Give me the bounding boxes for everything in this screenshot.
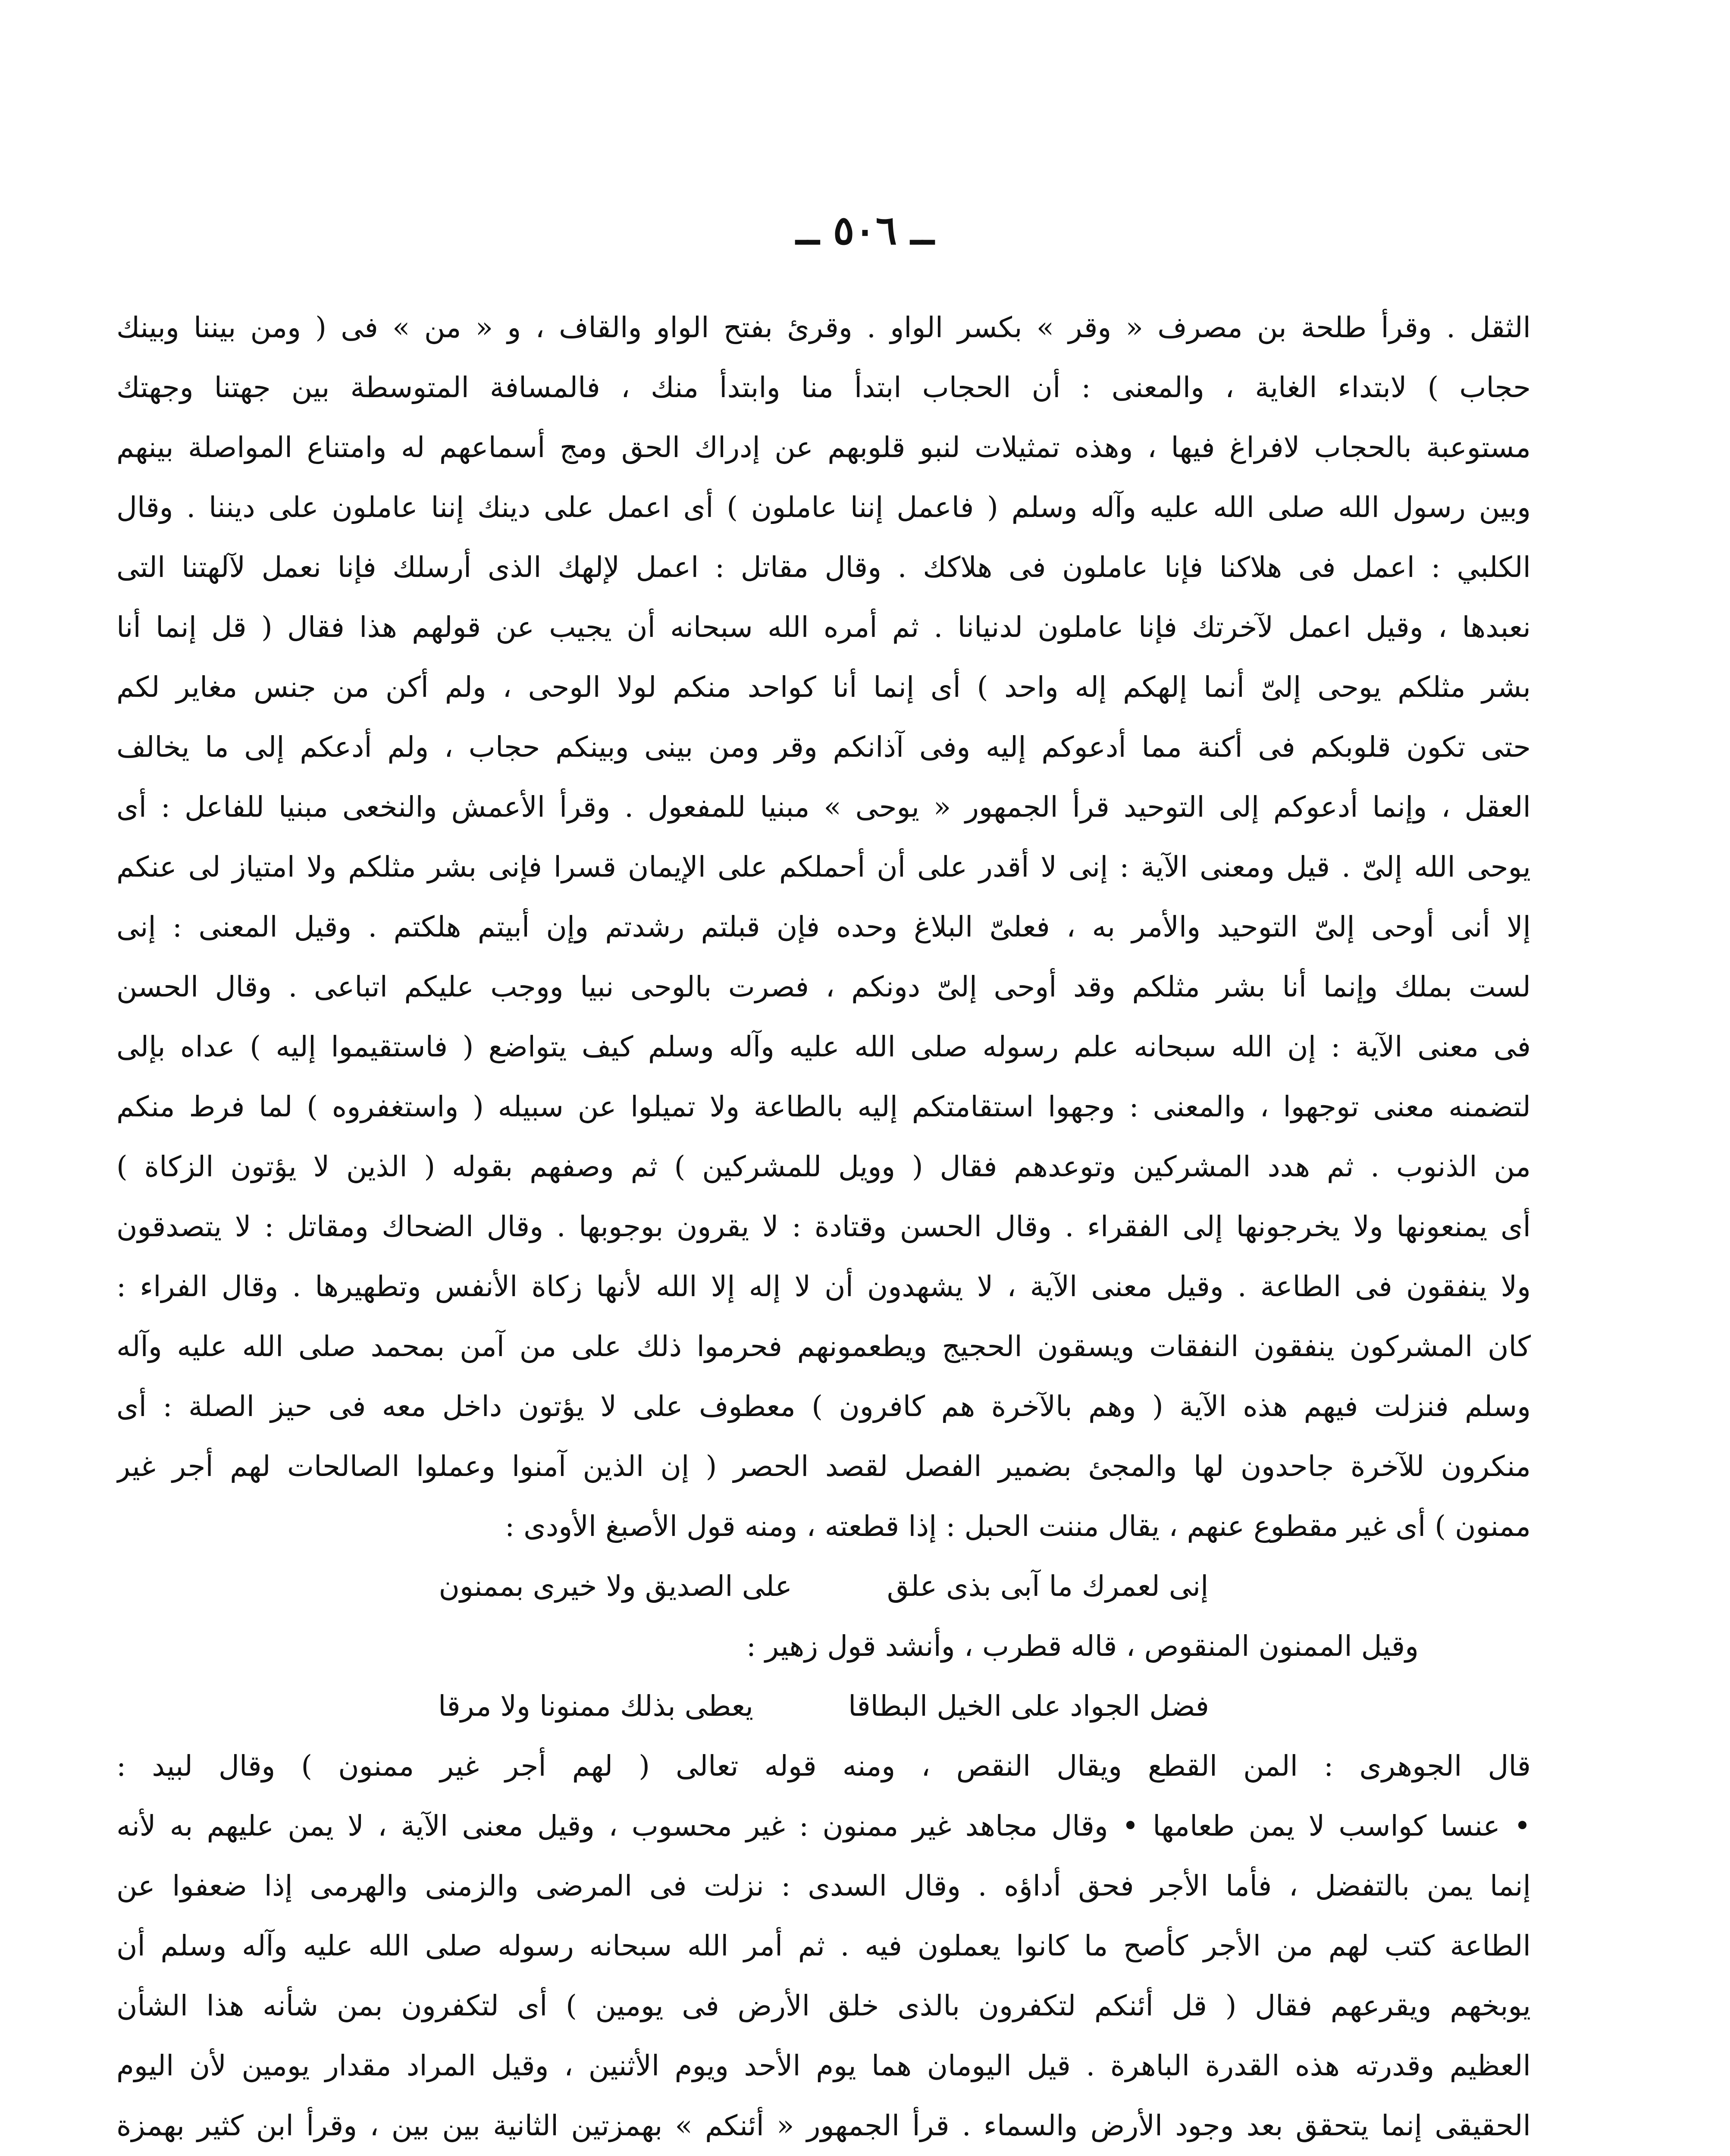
text-line: منكرون للآخرة جاحدون لها والمجئ بضمير الفصل لقصد الحصر ( إن الذين آمنوا وعملوا الصالحات لهم أجر غير: [116, 1450, 1531, 1483]
text-line: الثقل . وقرأ طلحة بن مصرف « وقر » بكسر الواو . وقرئ بفتح الواو والقاف ، و « من » فى ( ومن بيننا وبينك: [116, 311, 1531, 344]
text-line: فى معنى الآية : إن الله سبحانه علم رسوله صلى الله عليه وآله وسلم كيف يتواضع ( فاستقيموا إليه ) عداه بإلى: [116, 1030, 1531, 1063]
text-line: الحقيقى إنما يتحقق بعد وجود الأرض والسماء . قرأ الجمهور « أئنكم » بهمزتين الثانية بين بين ، وقرأ ابن كثير بهمزة: [116, 2109, 1531, 2142]
verse-introduction: وقيل الممنون المنقوص ، قاله قطرب ، وأنشد قول زهير :: [746, 1630, 1419, 1663]
text-line: العقل ، وإنما أدعوكم إلى التوحيد قرأ الجمهور « يوحى » مبنيا للمفعول . وقرأ الأعمش والنخعى مبنيا للفاعل : أى: [116, 790, 1531, 824]
text-line: لتضمنه معنى توجهوا ، والمعنى : وجهوا استقامتكم إليه بالطاعة ولا تميلوا عن سبيله ( واستغفروه ) لما فرط منكم: [116, 1090, 1531, 1123]
verse-first-hemistich: إنى لعمرك ما آبى بذى علق: [887, 1570, 1209, 1603]
text-line: ولا ينفقون فى الطاعة . وقيل معنى الآية ، لا يشهدون أن لا إله إلا الله لأنها زكاة الأنفس وتطهيرها . وقال الفراء :: [116, 1270, 1531, 1303]
text-line: بشر مثلكم يوحى إلىّ أنما إلهكم إله واحد ) أى إنما أنا كواحد منكم لولا الوحى ، ولم أكن من جنس مغاير لكم: [116, 671, 1531, 704]
text-line: إنما يمن بالتفضل ، فأما الأجر فحق أداؤه . وقال السدى : نزلت فى المرضى والزمنى والهرمى إذا ضعفوا عن: [116, 1869, 1531, 1902]
verse-first-hemistich: فضل الجواد على الخيل البطاقا: [848, 1689, 1209, 1723]
text-line: حجاب ) لابتداء الغاية ، والمعنى : أن الحجاب ابتدأ منا وابتدأ منك ، فالمسافة المتوسطة بين جهتنا وجهتك: [116, 371, 1531, 404]
text-line: أى يمنعونها ولا يخرجونها إلى الفقراء . وقال الحسن وقتادة : لا يقرون بوجوبها . وقال الضحاك ومقاتل : لا يتصدقون: [116, 1210, 1531, 1243]
text-line: • عنسا كواسب لا يمن طعامها • وقال مجاهد غير ممنون : غير محسوب ، وقيل معنى الآية ، لا يمن عليهم به لأنه: [116, 1809, 1531, 1843]
text-line: العظيم وقدرته هذه القدرة الباهرة . قيل اليومان هما يوم الأحد ويوم الأثنين ، وقيل المراد مقدار يومين لأن اليوم: [116, 2049, 1531, 2082]
verse-second-hemistich: على الصديق ولا خيرى بممنون: [439, 1570, 792, 1603]
page-number: ــ ٥٠٦ ــ: [796, 207, 934, 254]
text-line: حتى تكون قلوبكم فى أكنة مما أدعوكم إليه وفى آذانكم وقر ومن بينى وبينكم حجاب ، ولم أدعكم إلى ما يخالف: [116, 730, 1531, 764]
verse-second-hemistich: يعطى بذلك ممنونا ولا مرقا: [438, 1689, 753, 1723]
text-line: ممنون ) أى غير مقطوع عنهم ، يقال مننت الحبل : إذا قطعته ، ومنه قول الأصبغ الأودى :: [505, 1510, 1531, 1543]
text-line: مستوعبة بالحجاب لافراغ فيها ، وهذه تمثيلات لنبو قلوبهم عن إدراك الحق ومج أسماعهم له وامتناع المواصلة بينهم: [116, 431, 1531, 464]
text-line: وبين رسول الله صلى الله عليه وآله وسلم ( فاعمل إننا عاملون ) أى اعمل على دينك إننا عاملون على ديننا . وقال: [116, 491, 1531, 524]
text-line: نعبدها ، وقيل اعمل لآخرتك فإنا عاملون لدنيانا . ثم أمره الله سبحانه أن يجيب عن قولهم هذا فقال ( قل إنما أنا: [116, 611, 1531, 644]
text-line: إلا أنى أوحى إلىّ التوحيد والأمر به ، فعلىّ البلاغ وحده فإن قبلتم رشدتم وإن أبيتم هلكتم . وقيل المعنى : إنى: [116, 910, 1531, 943]
text-line: وسلم فنزلت فيهم هذه الآية ( وهم بالآخرة هم كافرون ) معطوف على لا يؤتون داخل معه فى حيز الصلة : أى: [116, 1390, 1531, 1423]
text-line: كان المشركون ينفقون النفقات ويسقون الحجيج ويطعمونهم فحرموا ذلك على من آمن بمحمد صلى الله عليه وآله: [116, 1330, 1531, 1363]
text-line: يوحى الله إلىّ . قيل ومعنى الآية : إنى لا أقدر على أن أحملكم على الإيمان قسرا فإنى بشر مثلكم ولا امتياز لى عنكم: [116, 850, 1531, 884]
text-line: من الذنوب . ثم هدد المشركين وتوعدهم فقال ( وويل للمشركين ) ثم وصفهم بقوله ( الذين لا يؤتون الزكاة ): [116, 1150, 1531, 1183]
text-line: يوبخهم ويقرعهم فقال ( قل أئنكم لتكفرون بالذى خلق الأرض فى يومين ) أى لتكفرون بمن شأنه هذا الشأن: [116, 1989, 1531, 2022]
page-body: [116, 298, 1531, 2156]
text-line: قال الجوهرى : المن القطع ويقال النقص ، ومنه قوله تعالى ( لهم أجر غير ممنون ) وقال لبيد :: [116, 1749, 1531, 1783]
poetry-verse: [116, 1556, 1531, 1616]
text-line: الطاعة كتب لهم من الأجر كأصح ما كانوا يعملون فيه . ثم أمر الله سبحانه رسوله صلى الله عليه وآله وسلم أن: [116, 1929, 1531, 1962]
poetry-verse: [116, 1676, 1531, 1736]
text-line: الكلبي : اعمل فى هلاكنا فإنا عاملون فى هلاكك . وقال مقاتل : اعمل لإلهك الذى أرسلك فإنا نعمل لآلهتنا التى: [116, 551, 1531, 584]
text-line: لست بملك وإنما أنا بشر مثلكم وقد أوحى إلىّ دونكم ، فصرت بالوحى نبيا ووجب عليكم اتباعى . وقال الحسن: [116, 970, 1531, 1003]
